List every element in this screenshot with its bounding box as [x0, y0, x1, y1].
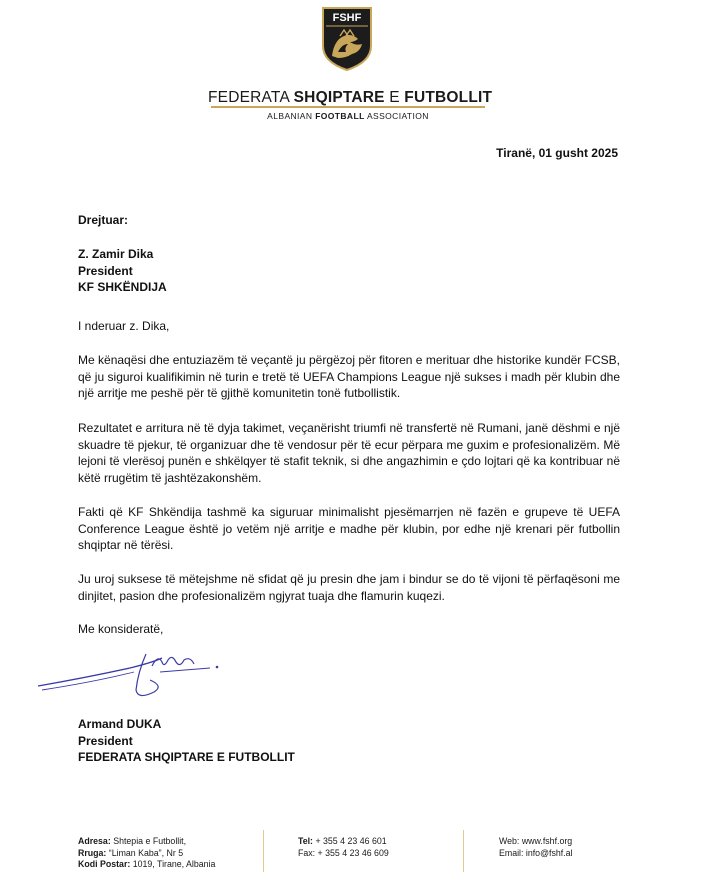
address-value: Shtepia e Futbollit,	[110, 836, 187, 846]
federation-name-mid: SHQIPTARE	[293, 89, 385, 106]
recipient-block	[78, 246, 167, 296]
handwritten-signature	[34, 642, 224, 706]
fax-label: Fax:	[298, 847, 316, 858]
body-paragraph-3: Fakti që KF Shkëndija tashmë ka siguruar minimalisht pjesëmarrjen në fazën e grupeve të UEFA Conference League është jo vetëm një arritje e madhe për klubin, por edhe një krenari për futbollin shqiptar në tërësi.	[78, 505, 620, 552]
tel-label: Tel:	[298, 836, 313, 846]
recipient-title: President	[78, 263, 133, 278]
federation-name-bold: FUTBOLLIT	[404, 89, 493, 106]
association-suffix: ASSOCIATION	[364, 111, 429, 121]
tel-value: + 355 4 23 46 601	[313, 836, 387, 846]
letter-date: Tiranë, 01 gusht 2025	[496, 146, 618, 160]
closing: Me konsideratë,	[78, 622, 164, 636]
federation-name-prefix: FEDERATA	[208, 89, 294, 106]
street-value: “Liman Kaba”, Nr 5	[106, 847, 184, 858]
association-name	[208, 111, 488, 121]
address-label: Adresa:	[78, 836, 111, 846]
postal-value: 1019, Tirane, Albania	[130, 859, 216, 869]
postal-label: Kodi Postar:	[78, 859, 131, 869]
salutation: I nderuar z. Dika,	[78, 319, 170, 333]
recipient-club: KF SHKËNDIJA	[78, 280, 167, 294]
sender-organization: FEDERATA SHQIPTARE E FUTBOLLIT	[78, 750, 295, 764]
footer-web	[499, 836, 572, 859]
addressed-to-label: Drejtuar:	[78, 213, 129, 227]
body-paragraph-4: Ju uroj suksese të mëtejshme në sfidat që ju presin dhe jam i bindur se do të vijoni të përfaqësoni me dinjitet, pasion dhe profesionalizëm ngjyrat tuaja dhe flamurin kuqezi.	[78, 572, 620, 603]
body-paragraph-1: Me kënaqësi dhe entuziazëm të veçantë ju përgëzoj për fitoren e merituar dhe historike kundër FCSB, që ju siguroi kualifikimin në turin e tretë të UEFA Champions League një sukses i madh për klubin dhe një arritje me peshë për të gjithë komunitetin tonë futbollistik.	[78, 353, 620, 400]
federation-name-e: E	[384, 89, 405, 106]
footer-address	[78, 836, 215, 871]
fshf-crest-logo	[320, 6, 374, 72]
sender-block	[78, 716, 295, 766]
footer-divider-2	[463, 830, 464, 872]
footer-phone	[298, 836, 389, 859]
email-link[interactable]: Email: info@fshf.al	[499, 847, 573, 858]
footer-divider-1	[263, 830, 264, 872]
association-bold: FOOTBALL	[315, 111, 365, 121]
header-divider	[211, 106, 485, 108]
sender-name: Armand DUKA	[78, 717, 162, 731]
fax-value: + 355 4 23 46 609	[315, 847, 389, 858]
sender-title: President	[78, 733, 133, 748]
web-link[interactable]: Web: www.fshf.org	[499, 836, 573, 846]
recipient-name: Z. Zamir Dika	[78, 247, 154, 261]
body-paragraph-2: Rezultatet e arritura në të dyja takimet, veçanërisht triumfi në transfertë në Rumani, janë dëshmi e një skuadre të pjekur, të organizuar dhe të vendosur për të ecur përpara me guxim e profesionalizëm. Më lejoni të vlerësoj punën e shkëlqyer të stafit teknik, si dhe angazhimin e çdo lojtari që ka kontribuar në këtë rrugëtim të jashtëzakonshëm.	[78, 421, 620, 485]
crest-text: FSHF	[332, 12, 362, 24]
federation-name	[208, 89, 493, 107]
association-prefix: ALBANIAN	[267, 111, 316, 121]
street-label: Rruga:	[78, 847, 107, 858]
